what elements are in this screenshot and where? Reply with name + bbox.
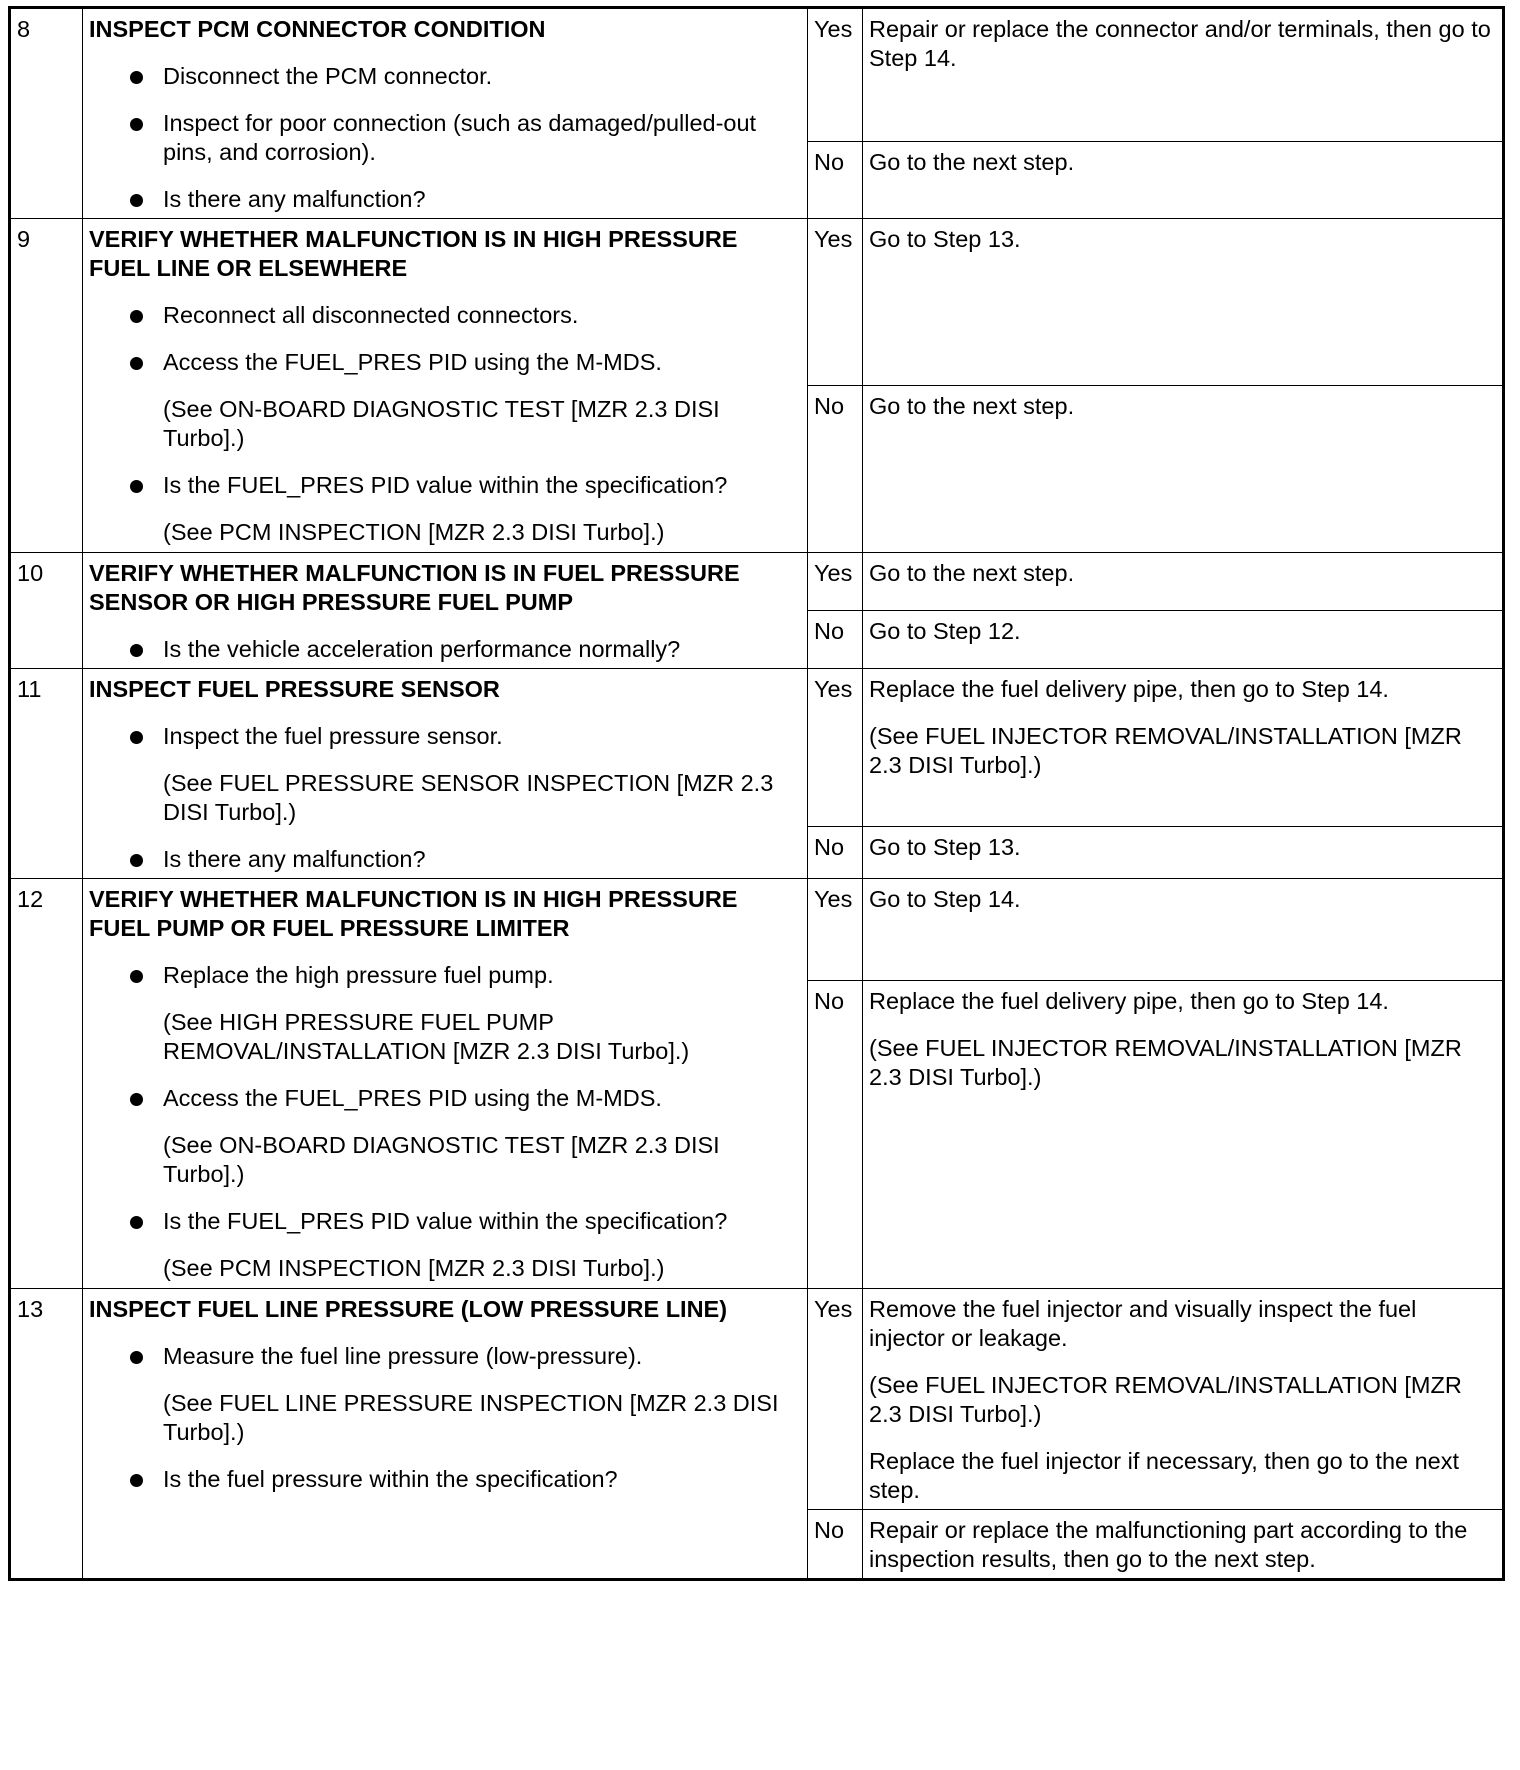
- bullet-text: Access the FUEL_PRES PID using the M-MDS.: [163, 1085, 662, 1111]
- step-title: VERIFY WHETHER MALFUNCTION IS IN HIGH PRESSURE FUEL LINE OR ELSEWHERE: [89, 226, 738, 281]
- no-result-text: (See FUEL INJECTOR REMOVAL/INSTALLATION [MZR 2.3 DISI Turbo].): [869, 1035, 1462, 1090]
- bullet-text: Access the FUEL_PRES PID using the M-MDS.: [163, 349, 662, 375]
- no-result-text: Repair or replace the malfunctioning part according to the inspection results, then go to the next step.: [869, 1517, 1468, 1572]
- step-action-cell: [83, 879, 808, 1289]
- step-title: INSPECT FUEL LINE PRESSURE (LOW PRESSURE LINE): [89, 1296, 728, 1322]
- bullet-item: [89, 1084, 801, 1113]
- no-result-cell: [863, 981, 1504, 1289]
- no-label: No: [808, 141, 863, 218]
- yes-result-cell: [863, 8, 1504, 142]
- yes-result-cell: [863, 879, 1504, 981]
- reference-note: (See FUEL LINE PRESSURE INSPECTION [MZR 2.3 DISI Turbo].): [163, 1390, 779, 1445]
- bullet-dot-icon: [130, 357, 143, 370]
- no-label: No: [808, 981, 863, 1289]
- no-result-text: Go to Step 13.: [869, 834, 1021, 860]
- step-row: [10, 219, 1504, 386]
- bullet-item: [89, 185, 801, 214]
- step-row: [10, 879, 1504, 981]
- bullet-dot-icon: [130, 1474, 143, 1487]
- bullet-dot-icon: [130, 970, 143, 983]
- yes-result-cell: [863, 1289, 1504, 1510]
- bullet-text: Inspect the fuel pressure sensor.: [163, 723, 503, 749]
- bullet-item: [89, 62, 801, 91]
- step-row: [10, 1289, 1504, 1510]
- yes-result-text: Go to the next step.: [869, 560, 1075, 586]
- yes-result-text: (See FUEL INJECTOR REMOVAL/INSTALLATION [MZR 2.3 DISI Turbo].): [869, 1372, 1462, 1427]
- no-result-text: Go to Step 12.: [869, 618, 1021, 644]
- step-number: 11: [10, 669, 83, 879]
- step-row: [10, 669, 1504, 827]
- reference-note: (See PCM INSPECTION [MZR 2.3 DISI Turbo].): [163, 1255, 665, 1281]
- bullet-item: [89, 471, 801, 500]
- yes-result-text: Remove the fuel injector and visually inspect the fuel injector or leakage.: [869, 1296, 1417, 1351]
- bullet-item: [89, 961, 801, 990]
- bullet-text: Is the FUEL_PRES PID value within the specification?: [163, 472, 728, 498]
- bullet-dot-icon: [130, 644, 143, 657]
- step-action-cell: [83, 8, 808, 219]
- bullet-item: [89, 348, 801, 377]
- reference-note: (See FUEL PRESSURE SENSOR INSPECTION [MZR 2.3 DISI Turbo].): [163, 770, 774, 825]
- no-result-cell: [863, 827, 1504, 879]
- no-result-cell: [863, 141, 1504, 218]
- bullet-item: [89, 722, 801, 751]
- step-action-cell: [83, 553, 808, 669]
- bullet-item: [89, 635, 801, 664]
- no-label: No: [808, 386, 863, 553]
- bullet-item: [89, 1207, 801, 1236]
- step-number: 13: [10, 1289, 83, 1580]
- yes-label: Yes: [808, 879, 863, 981]
- yes-label: Yes: [808, 219, 863, 386]
- yes-result-text: (See FUEL INJECTOR REMOVAL/INSTALLATION [MZR 2.3 DISI Turbo].): [869, 723, 1462, 778]
- reference-note: (See HIGH PRESSURE FUEL PUMP REMOVAL/INSTALLATION [MZR 2.3 DISI Turbo].): [163, 1009, 690, 1064]
- bullet-text: Is the vehicle acceleration performance normally?: [163, 636, 681, 662]
- step-action-cell: [83, 1289, 808, 1580]
- no-result-cell: [863, 1510, 1504, 1580]
- reference-note: (See PCM INSPECTION [MZR 2.3 DISI Turbo].): [163, 519, 665, 545]
- bullet-text: Inspect for poor connection (such as damaged/pulled-out pins, and corrosion).: [163, 110, 757, 165]
- yes-result-cell: [863, 553, 1504, 611]
- bullet-text: Is there any malfunction?: [163, 846, 426, 872]
- step-number: 10: [10, 553, 83, 669]
- step-action-cell: [83, 669, 808, 879]
- bullet-dot-icon: [130, 194, 143, 207]
- reference-note: (See ON-BOARD DIAGNOSTIC TEST [MZR 2.3 DISI Turbo].): [163, 396, 720, 451]
- step-row: [10, 8, 1504, 142]
- step-number: 8: [10, 8, 83, 219]
- bullet-item: [89, 1342, 801, 1371]
- bullet-dot-icon: [130, 480, 143, 493]
- diagnostic-procedure-sheet: [8, 6, 1505, 1762]
- yes-result-text: Go to Step 14.: [869, 886, 1021, 912]
- bullet-dot-icon: [130, 731, 143, 744]
- bullet-text: Disconnect the PCM connector.: [163, 63, 493, 89]
- yes-label: Yes: [808, 553, 863, 611]
- reference-note: (See ON-BOARD DIAGNOSTIC TEST [MZR 2.3 DISI Turbo].): [163, 1132, 720, 1187]
- bullet-dot-icon: [130, 310, 143, 323]
- yes-result-cell: [863, 669, 1504, 827]
- bullet-item: [89, 109, 801, 167]
- bullet-item: [89, 1465, 801, 1494]
- no-result-cell: [863, 386, 1504, 553]
- bullet-dot-icon: [130, 854, 143, 867]
- bullet-text: Reconnect all disconnected connectors.: [163, 302, 579, 328]
- diagnostic-table-body: [10, 8, 1504, 1580]
- yes-result-cell: [863, 219, 1504, 386]
- no-result-cell: [863, 611, 1504, 669]
- bullet-text: Is the FUEL_PRES PID value within the specification?: [163, 1208, 728, 1234]
- no-result-text: Go to the next step.: [869, 148, 1075, 175]
- yes-result-text: Go to Step 13.: [869, 226, 1021, 252]
- bullet-item: [89, 845, 801, 874]
- bullet-dot-icon: [130, 1351, 143, 1364]
- step-title: VERIFY WHETHER MALFUNCTION IS IN FUEL PRESSURE SENSOR OR HIGH PRESSURE FUEL PUMP: [89, 560, 740, 615]
- bullet-dot-icon: [130, 71, 143, 84]
- yes-result-text: Replace the fuel injector if necessary, then go to the next step.: [869, 1448, 1460, 1503]
- bullet-text: Is the fuel pressure within the specification?: [163, 1466, 618, 1492]
- step-number: 9: [10, 219, 83, 553]
- bullet-text: Measure the fuel line pressure (low-pressure).: [163, 1343, 643, 1369]
- no-label: No: [808, 611, 863, 669]
- yes-label: Yes: [808, 1289, 863, 1510]
- no-label: No: [808, 1510, 863, 1580]
- bullet-dot-icon: [130, 1093, 143, 1106]
- step-title: INSPECT FUEL PRESSURE SENSOR: [89, 676, 500, 702]
- bullet-text: Replace the high pressure fuel pump.: [163, 962, 554, 988]
- bullet-item: [89, 301, 801, 330]
- step-title: INSPECT PCM CONNECTOR CONDITION: [89, 16, 546, 42]
- no-label: No: [808, 827, 863, 879]
- bullet-dot-icon: [130, 118, 143, 131]
- no-result-text: Replace the fuel delivery pipe, then go to Step 14.: [869, 988, 1389, 1014]
- no-result-text: Go to the next step.: [869, 393, 1075, 419]
- yes-label: Yes: [808, 8, 863, 142]
- step-action-cell: [83, 219, 808, 553]
- yes-result-text: Repair or replace the connector and/or terminals, then go to Step 14.: [869, 16, 1491, 71]
- bullet-text: Is there any malfunction?: [163, 186, 426, 212]
- step-row: [10, 553, 1504, 611]
- step-title: VERIFY WHETHER MALFUNCTION IS IN HIGH PRESSURE FUEL PUMP OR FUEL PRESSURE LIMITER: [89, 886, 738, 941]
- step-number: 12: [10, 879, 83, 1289]
- yes-result-text: Replace the fuel delivery pipe, then go to Step 14.: [869, 676, 1389, 702]
- bullet-dot-icon: [130, 1216, 143, 1229]
- diagnostic-table: [8, 6, 1505, 1581]
- yes-label: Yes: [808, 669, 863, 827]
